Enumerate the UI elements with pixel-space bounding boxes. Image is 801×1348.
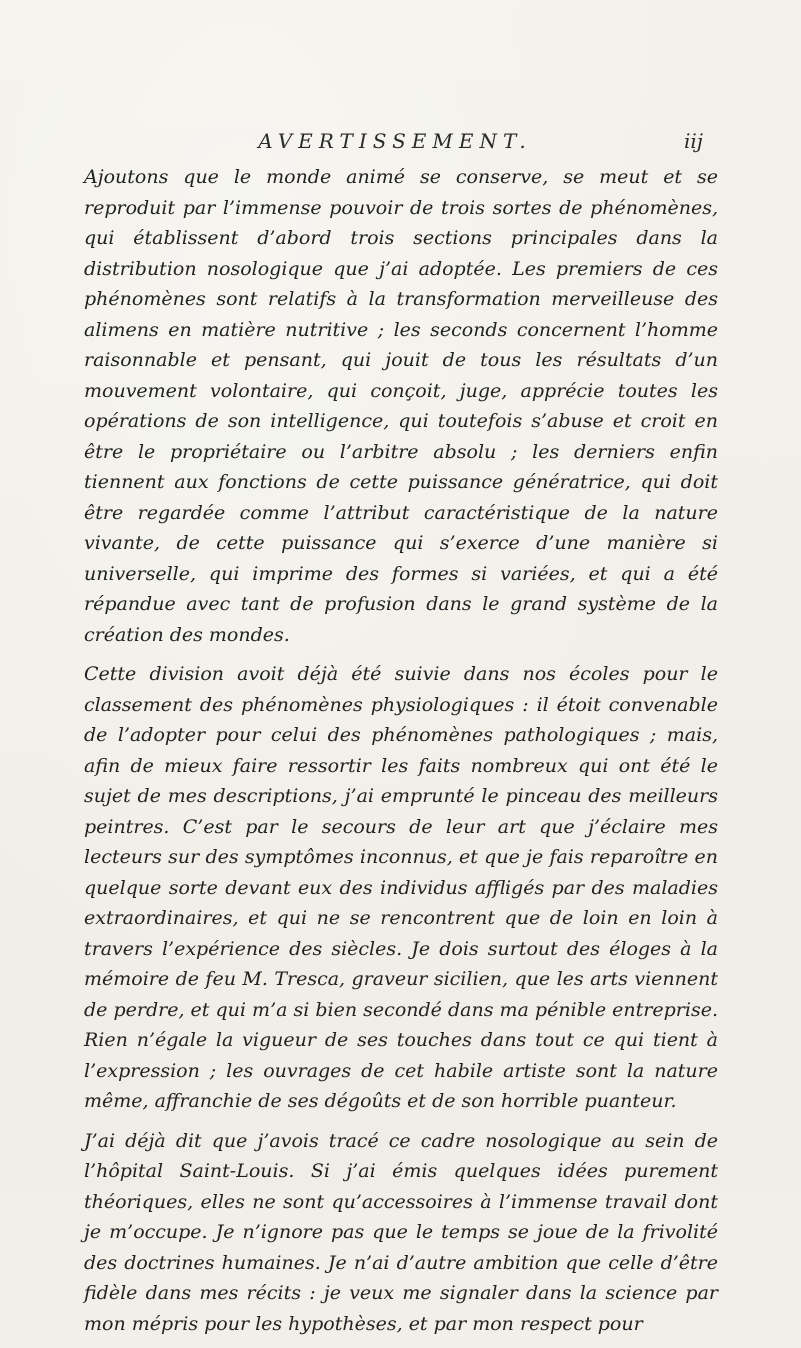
running-header: AVERTISSEMENT. — [258, 129, 532, 153]
paragraph-2: Cette division avoit déjà été suivie dans nos écoles pour le classement des phénomènes physiologiques : il étoit convenable de l’adopter pour celui des phénomènes pathologiques ; mais, afin de mieux faire ressortir les faits nombreux qui ont été le sujet de mes descriptions, j’ai emprunté le pinceau des meilleurs peintres. C’est par le secours de leur art que j’éclaire mes lecteurs sur des symptômes inconnus, et que je fais reparoître en quelque sorte devant eux des individus affligés par des maladies extraordinaires, et qui ne se rencontrent que de loin en loin à travers l’expérience des siècles. Je dois surtout des éloges à la mémoire de feu M. Tresca, graveur sicilien, que les arts viennent de perdre, et qui m’a si bien secondé dans ma pénible entreprise. Rien n’égale la vigueur de ses touches dans tout ce qui tient à l’expression ; les ouvrages de cet habile artiste sont la nature même, affranchie de ses dégoûts et de son horrible puanteur. — [84, 663, 718, 1112]
paragraph-3: J’ai déjà dit que j’avois tracé ce cadre nosologique au sein de l’hôpital Saint-Louis. Si j’ai émis quelques idées purement théoriques, elles ne sont qu’accessoires à l’immense travail dont je m’occupe. Je n’ignore pas que le temps se joue de la frivolité des doctrines humaines. Je n’ai d’autre ambition que celle d’être fidèle dans mes récits : je veux me signaler dans la science par mon mépris pour les hypothèses, et par mon respect pour — [84, 1129, 718, 1335]
paragraph-1: Ajoutons que le monde animé se conserve, se meut et se reproduit par l’immense pouvoir de trois sortes de phénomènes, qui établissent d’abord trois sections principales dans la distribution nosologique que j’ai adoptée. Les premiers de ces phénomènes sont relatifs à la transformation merveilleuse des alimens en matière nutritive ; les seconds concernent l’homme raisonnable et pensant, qui jouit de tous les résultats d’un mouvement volontaire, qui conçoit, juge, apprécie toutes les opérations de son intelligence, qui toutefois s’abuse et croit en être le propriétaire ou l’arbitre absolu ; les derniers enfin tiennent aux fonctions de cette puissance génératrice, qui doit être regardée comme l’attribut caractéristique de la nature vivante, de cette puissance qui s’exerce d’une manière si universelle, qui imprime des formes si variées, et qui a été répandue avec tant de profusion dans le grand système de la création des mondes. — [84, 166, 718, 646]
page-number: iij — [684, 129, 703, 153]
page-body — [84, 162, 718, 1348]
